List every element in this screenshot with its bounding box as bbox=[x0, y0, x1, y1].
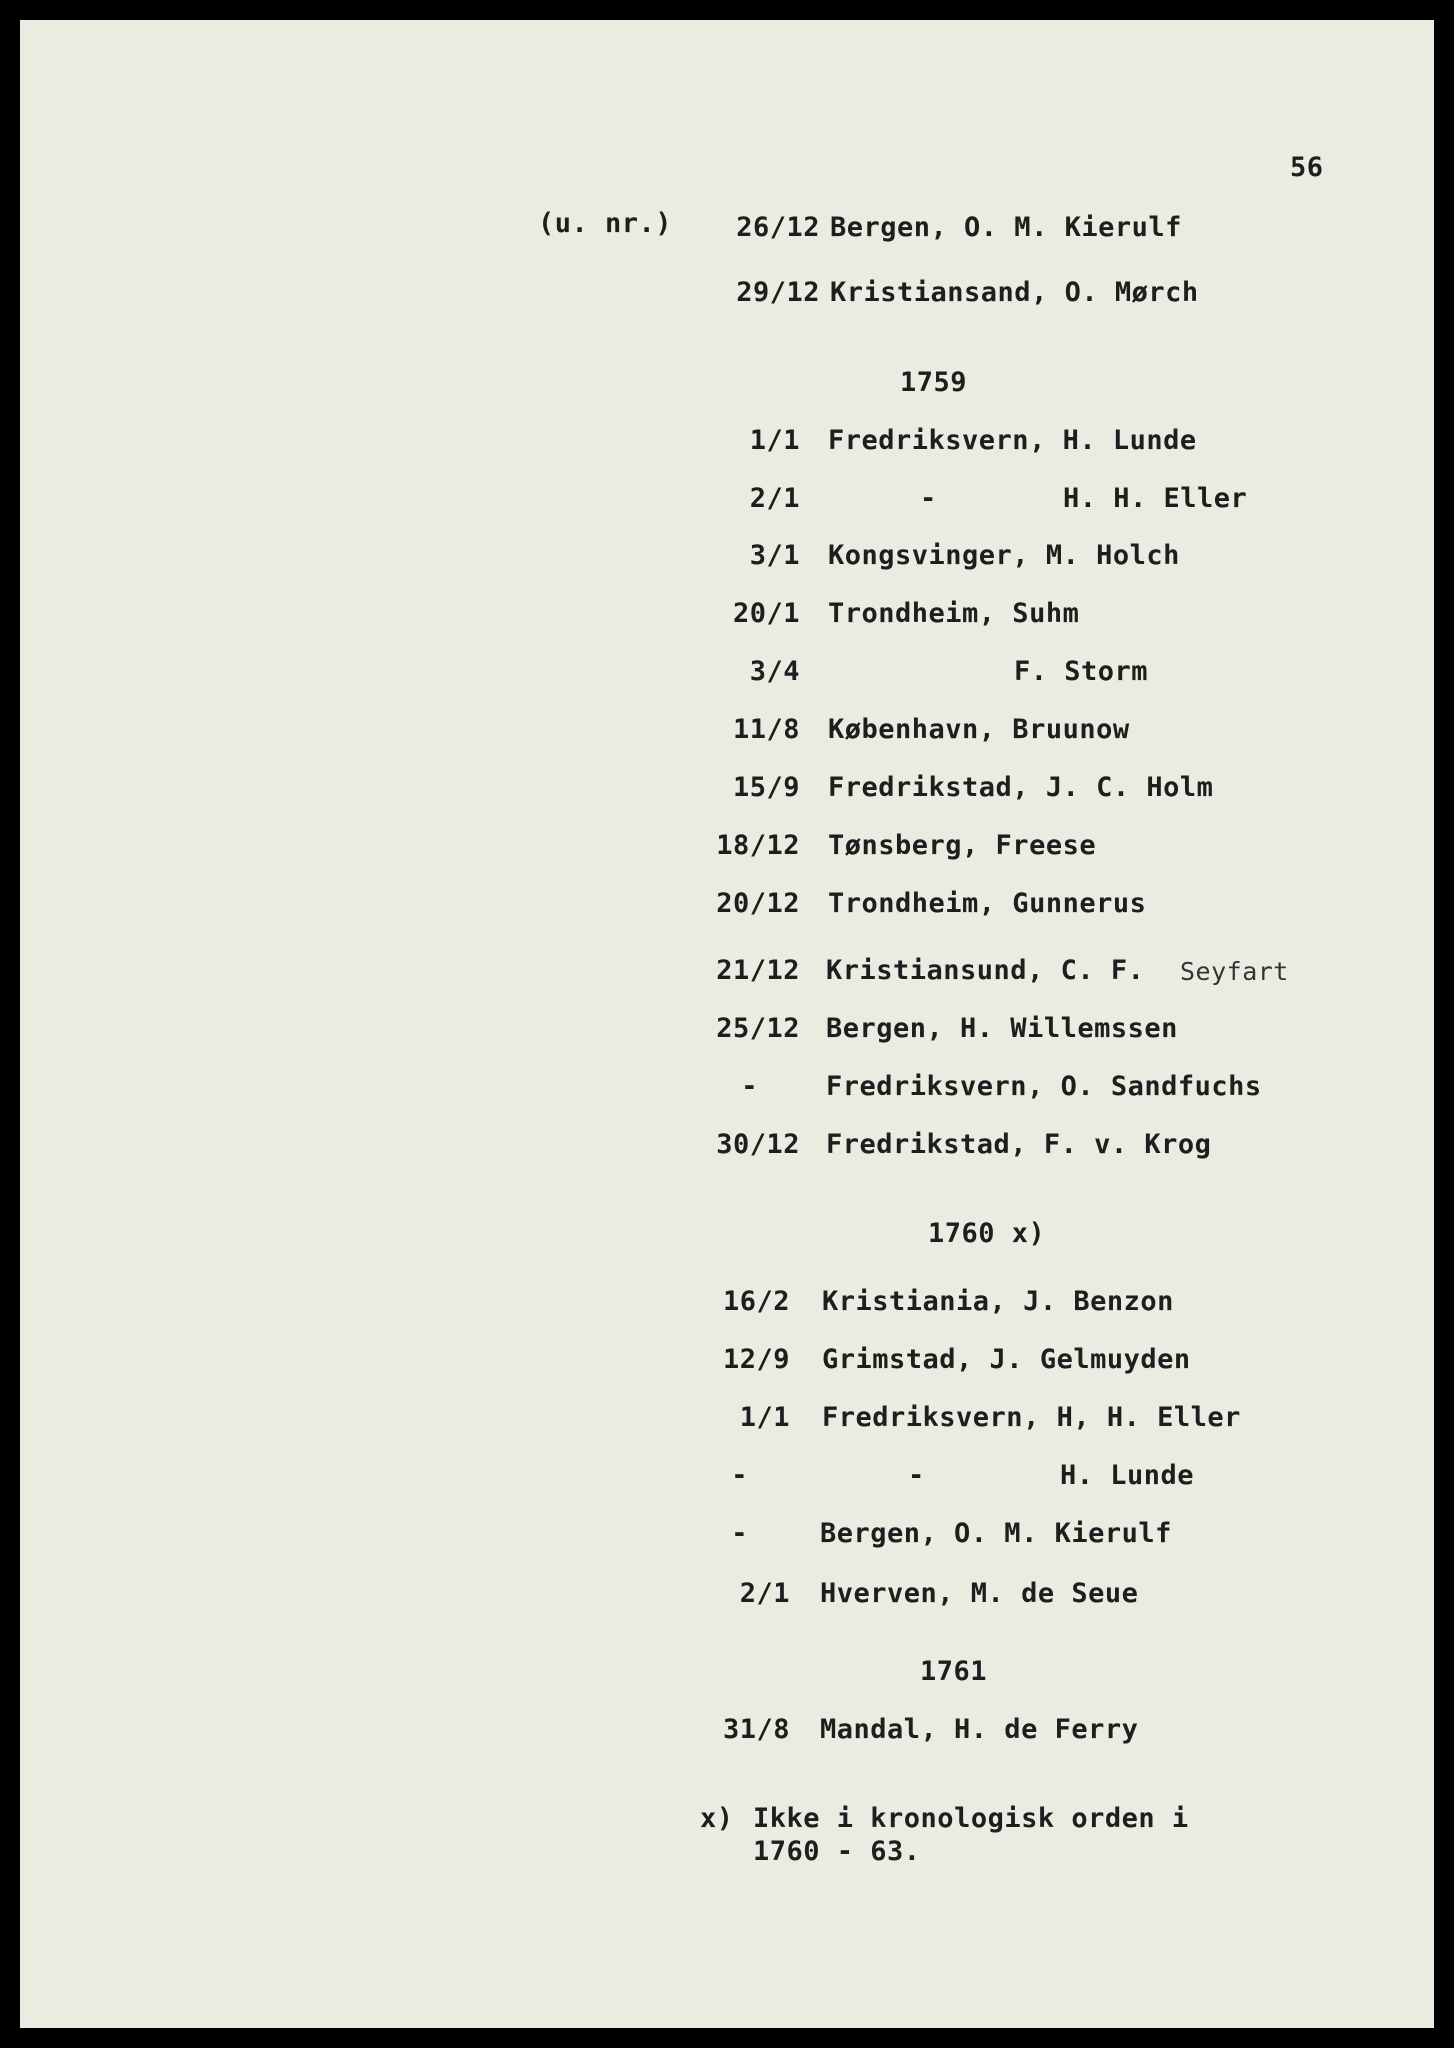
entry-date: 3/4 bbox=[749, 656, 800, 687]
entry-text: H. H. Eller bbox=[1063, 483, 1248, 514]
entry-text: Bergen, O. M. Kierulf bbox=[830, 212, 1182, 243]
entry-date: 31/8 bbox=[722, 1714, 790, 1745]
entry-text: Kristiansund, C. F. bbox=[826, 955, 1145, 986]
entry-text: Fredriksvern, O. Sandfuchs bbox=[826, 1071, 1262, 1102]
entry-date: 11/8 bbox=[732, 714, 800, 745]
entry-text: Grimstad, J. Gelmuyden bbox=[822, 1344, 1191, 1375]
entry-date: - bbox=[731, 1460, 748, 1491]
entry-date: 30/12 bbox=[716, 1129, 800, 1160]
entry-text: Mandal, H. de Ferry bbox=[820, 1714, 1139, 1745]
entry-text: Fredriksvern, H, H. Eller bbox=[822, 1402, 1241, 1433]
entry-date: 2/1 bbox=[749, 483, 800, 514]
footnote-marker: x) bbox=[700, 1803, 734, 1834]
ditto-mark: - bbox=[920, 483, 937, 514]
entry-text: Bergen, O. M. Kierulf bbox=[820, 1518, 1172, 1549]
entry-date: 12/9 bbox=[722, 1344, 790, 1375]
document-page bbox=[20, 20, 1434, 2028]
entry-date: - bbox=[741, 1071, 758, 1102]
entry-text: Trondheim, Suhm bbox=[828, 598, 1080, 629]
unnumbered-label: (u. nr.) bbox=[538, 208, 673, 239]
entry-text: København, Bruunow bbox=[828, 714, 1130, 745]
entry-date: 1/1 bbox=[749, 425, 800, 456]
entry-date: 1/1 bbox=[739, 1402, 790, 1433]
page-number: 56 bbox=[1290, 152, 1324, 183]
entry-text: F. Storm bbox=[1014, 656, 1149, 687]
entry-text: Hverven, M. de Seue bbox=[820, 1578, 1139, 1609]
entry-text: Fredrikstad, J. C. Holm bbox=[828, 772, 1214, 803]
entry-date: 26/12 bbox=[736, 212, 820, 243]
year-heading: 1761 bbox=[920, 1656, 988, 1687]
year-heading: 1759 bbox=[900, 367, 968, 398]
entry-text: Tønsberg, Freese bbox=[828, 830, 1097, 861]
entry-date: 25/12 bbox=[716, 1013, 800, 1044]
entry-text: Fredriksvern, H. Lunde bbox=[828, 425, 1197, 456]
handwritten-addition: Seyfart bbox=[1180, 957, 1289, 986]
year-heading: 1760 x) bbox=[928, 1218, 1046, 1249]
entry-text: Trondheim, Gunnerus bbox=[828, 888, 1147, 919]
entry-text: Kongsvinger, M. Holch bbox=[828, 540, 1180, 571]
entry-date: 20/12 bbox=[716, 888, 800, 919]
entry-date: 20/1 bbox=[732, 598, 800, 629]
entry-date: 29/12 bbox=[736, 277, 820, 308]
entry-date: 2/1 bbox=[739, 1578, 790, 1609]
ditto-mark: - bbox=[908, 1460, 925, 1491]
entry-text: Bergen, H. Willemssen bbox=[826, 1013, 1178, 1044]
entry-date: 15/9 bbox=[732, 772, 800, 803]
entry-text: Kristiansand, O. Mørch bbox=[830, 277, 1199, 308]
entry-date: 3/1 bbox=[749, 540, 800, 571]
entry-date: - bbox=[731, 1518, 748, 1549]
entry-text: Kristiania, J. Benzon bbox=[822, 1286, 1174, 1317]
entry-date: 21/12 bbox=[716, 955, 800, 986]
footnote-line: 1760 - 63. bbox=[753, 1836, 921, 1867]
entry-date: 18/12 bbox=[716, 830, 800, 861]
entry-text: Fredrikstad, F. v. Krog bbox=[826, 1129, 1212, 1160]
entry-text: H. Lunde bbox=[1060, 1460, 1195, 1491]
entry-date: 16/2 bbox=[722, 1286, 790, 1317]
footnote-line: Ikke i kronologisk orden i bbox=[753, 1803, 1189, 1834]
